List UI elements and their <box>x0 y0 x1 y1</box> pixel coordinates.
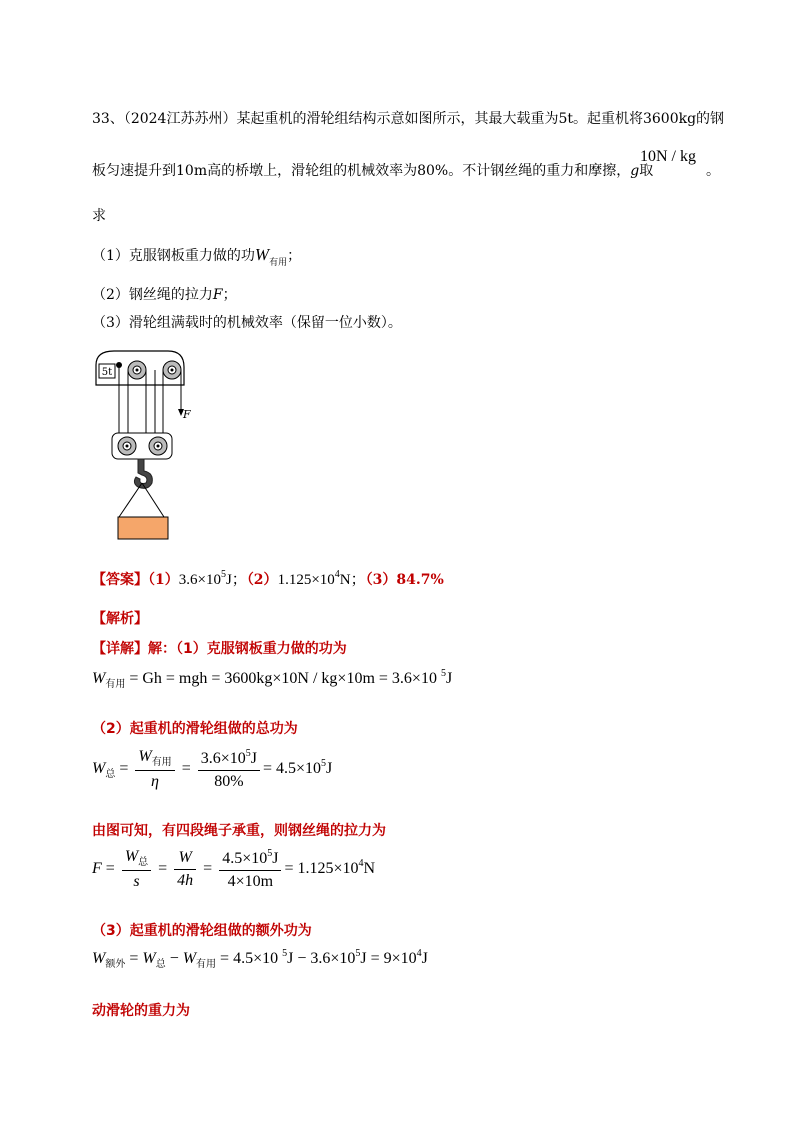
eq4-unit: J <box>421 950 428 967</box>
eq4-mid: J − 3.6×10 <box>287 950 356 967</box>
pulley-diagram <box>92 345 202 545</box>
eq4-mid2: J = 9×10 <box>360 950 417 967</box>
steel-plate-load <box>118 517 168 539</box>
eq1-rhs: = Gh = mgh = 3600kg×10N / kg×10m = 3.6×10 <box>129 670 437 687</box>
eq4-eq: = <box>129 950 139 967</box>
analysis-step-2: （2）起重机的滑轮组做的总功为 <box>92 721 298 737</box>
question-line-1: 33、（2024江苏苏州）某起重机的滑轮组结构示意如图所示，其最大载重为5t。起重机将3600kg的钢 <box>92 111 725 127</box>
eq2-num-W: W <box>138 748 152 765</box>
eq1-sub: 有用 <box>105 679 126 690</box>
eq3-num3: 4.5×10 <box>222 850 268 867</box>
movable-pulley-1 <box>118 437 136 455</box>
sling-left <box>119 483 142 517</box>
eq4-rhs: = 4.5×10 <box>220 950 279 967</box>
eq3-den3: 4×10m <box>227 873 274 890</box>
item2-prefix: （2）钢丝绳的拉力 <box>92 287 213 303</box>
eq2-num2-exp: 5 <box>245 748 251 759</box>
eq3-den1: s <box>133 873 140 890</box>
question-line-2-text: 板匀速提升到10m高的桥墩上，滑轮组的机械效率为80%。不计钢丝绳的重力和摩擦， <box>92 163 631 179</box>
eq3-res: = 1.125×10 <box>284 860 359 878</box>
eq3-num2: W <box>174 849 196 870</box>
answer-line <box>92 568 444 589</box>
question-item-2 <box>92 284 237 304</box>
eq4-e3: 4 <box>416 948 422 959</box>
eq4-minus: − <box>169 950 179 967</box>
answer-p2: （2） <box>246 572 278 588</box>
eq3-num1-sub: 总 <box>138 857 149 868</box>
eq2-den2: 80% <box>214 773 244 790</box>
eq3-den2: 4h <box>177 872 194 889</box>
eq4-W: W <box>92 950 106 967</box>
equation-4 <box>92 948 428 970</box>
eq1-unit: J <box>445 670 453 687</box>
eq4-sub2: 有用 <box>196 959 217 970</box>
eq3-res-unit: N <box>363 860 376 878</box>
sling-right <box>142 483 164 517</box>
answer-v1-unit: J； <box>225 572 247 588</box>
eq1-W: W <box>92 670 106 687</box>
question-item-1 <box>92 245 301 268</box>
eq2-den: η <box>151 773 159 790</box>
g-take: 取 <box>639 163 654 179</box>
load-tag-label: 5t <box>101 367 113 378</box>
g-symbol: g <box>630 163 640 179</box>
analysis-step-5: 动滑轮的重力为 <box>92 1003 190 1019</box>
answer-p1: （1） <box>148 572 179 588</box>
eq4-e1: 5 <box>282 948 288 959</box>
question-ask: 求 <box>92 208 106 224</box>
analysis-step-4: （3）起重机的滑轮组做的额外功为 <box>92 923 312 939</box>
item1-symbol: W <box>254 245 270 264</box>
eq3-num3-unit: J <box>272 850 279 867</box>
eq2-num2-unit: J <box>250 750 257 767</box>
eq4-W2: W <box>182 950 197 967</box>
eq2-frac-2 <box>198 748 260 791</box>
answer-v1-exp: 5 <box>220 569 226 580</box>
eq2-num2: 3.6×10 <box>200 750 246 767</box>
answer-p3: （3）84.7% <box>365 572 444 588</box>
analysis-step-3: 由图可知，有四段绳子承重，则钢丝绳的拉力为 <box>92 823 386 839</box>
eq3-res-exp: 4 <box>358 858 364 870</box>
eq2-frac-1 <box>135 748 174 791</box>
answer-label: 【答案】 <box>92 572 148 588</box>
eq2-res-unit: J <box>326 760 333 778</box>
eq3-frac-1 <box>122 848 151 891</box>
answer-v2-exp: 4 <box>334 569 340 580</box>
item2-suffix: ； <box>222 287 237 303</box>
item1-sub: 有用 <box>269 258 288 268</box>
eq3-num3-exp: 5 <box>267 848 273 859</box>
item1-suffix: ； <box>287 248 302 264</box>
eq4-e2: 5 <box>355 948 361 959</box>
answer-v1: 3.6×10 <box>178 572 221 588</box>
hook <box>134 459 152 488</box>
eq3-frac-3 <box>219 848 281 891</box>
fixed-pulley-2 <box>163 361 181 379</box>
eq2-res: = 4.5×10 <box>262 760 322 778</box>
answer-v2: 1.125×10 <box>277 572 335 588</box>
eq2-sub: 总 <box>105 769 116 781</box>
eq4-W1: W <box>142 950 156 967</box>
equation-1 <box>92 668 452 690</box>
eq3-F: F <box>92 860 102 878</box>
analysis-label: 【解析】 <box>92 611 148 627</box>
item2-symbol: F <box>212 287 223 303</box>
eq3-frac-2 <box>174 849 196 890</box>
eq3-num1-W: W <box>124 848 139 865</box>
eq4-sub1: 总 <box>155 959 166 970</box>
eq1-exp: 5 <box>440 668 446 679</box>
equation-3: F = $\frac{W_总}{s}$ = $\frac{W}{4h}$ = $\frac{4.5\times 10^5J}{4\times 10m}$ = $1.125\times 10^4N$ <box>92 848 376 890</box>
question-item-3: （3）滑轮组满载时的机械效率（保留一位小数）。 <box>92 315 402 331</box>
movable-pulley-2 <box>149 437 167 455</box>
eq2-W: W <box>92 760 106 778</box>
force-label: F <box>183 408 191 421</box>
eq2-num-sub: 有用 <box>151 757 172 768</box>
answer-v2-unit: N； <box>339 572 366 588</box>
g-value: 10N / kg <box>640 148 696 165</box>
end-mark: 。 <box>706 163 720 179</box>
fixed-pulley-1 <box>128 361 146 379</box>
question-line-2 <box>92 160 653 180</box>
item1-prefix: （1）克服钢板重力做的功 <box>92 248 255 264</box>
equation-2: $W_总$ = $\frac{W_{有用}}{\eta}$ = $\frac{3.6\times 10^5J}{80\%}$ = $4.5\times 10^5J$ <box>92 748 333 790</box>
eq4-sub: 额外 <box>105 959 126 970</box>
analysis-detail: 【详解】解：（1）克服钢板重力做的功为 <box>92 641 347 657</box>
eq2-res-exp: 5 <box>321 758 327 770</box>
